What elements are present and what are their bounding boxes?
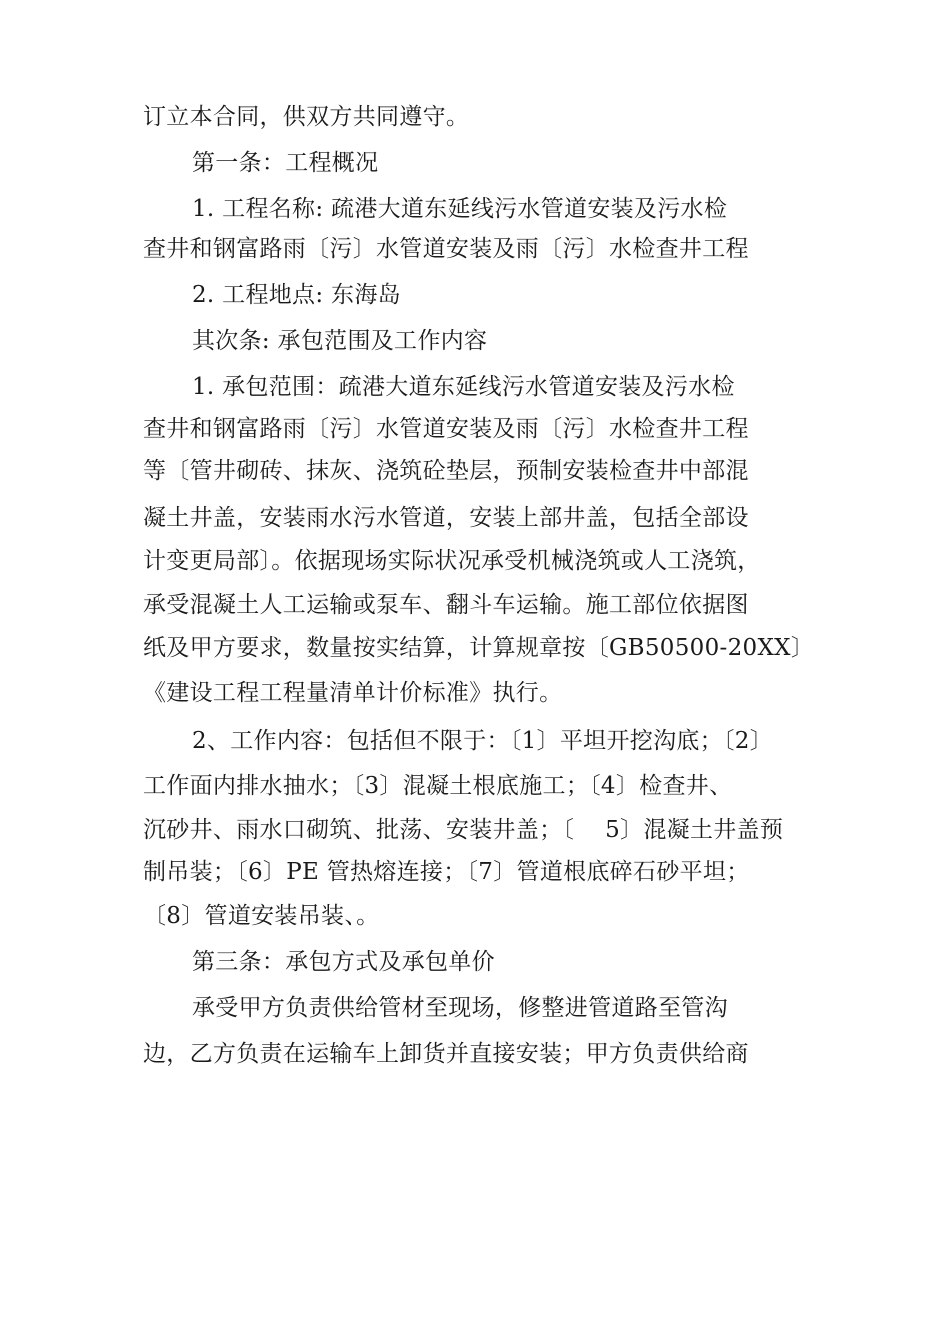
scope-line-1: 1. 承包范围：疏港大道东延线污水管道安装及污水检 [192,374,735,400]
scope-line-7: 纸及甲方要求，数量按实结算，计算规章按〔GB50500-20XX〕 [143,635,815,661]
work-content-line-2: 工作面内排水抽水；〔3〕混凝土根底施工；〔4〕检查井、 [143,773,733,799]
scope-line-2: 查井和钢富路雨〔污〕水管道安装及雨〔污〕水检查井工程 [143,416,749,442]
project-name-line-1: 1. 工程名称: 疏港大道东延线污水管道安装及污水检 [192,196,728,222]
scope-line-3: 等〔管井砌砖、抹灰、浇筑砼垫层，预制安装检查井中部混 [143,458,749,484]
work-content-line-1: 2、工作内容：包括但不限于：〔1〕平坦开挖沟底；〔2〕 [192,728,773,754]
project-location-line: 2. 工程地点: 东海岛 [192,282,401,308]
scope-line-6: 承受混凝土人工运输或泵车、翻斗车运输。施工部位依据图 [143,592,749,618]
article-3-heading: 第三条：承包方式及承包单价 [192,949,495,975]
work-content-line-4: 制吊装；〔6〕PE 管热熔连接；〔7〕管道根底碎石砂平坦； [143,859,750,885]
contract-method-line-2: 边，乙方负责在运输车上卸货并直接安装；甲方负责供给商 [143,1041,749,1067]
scope-line-5: 计变更局部〕。依据现场实际状况承受机械浇筑或人工浇筑， [143,548,761,574]
project-name-line-2: 查井和钢富路雨〔污〕水管道安装及雨〔污〕水检查井工程 [143,236,749,262]
contract-intro-line: 订立本合同，供双方共同遵守。 [143,104,470,130]
work-content-line-5: 〔8〕管道安装吊装、。 [143,903,380,929]
work-content-line-3: 沉砂井、雨水口砌筑、批荡、安装井盖；〔 5〕混凝土井盖预 [143,817,784,843]
article-1-heading: 第一条：工程概况 [192,150,379,176]
article-2-heading: 其次条: 承包范围及工作内容 [192,328,488,354]
scope-line-4: 凝土井盖，安装雨水污水管道，安装上部井盖，包括全部设 [143,505,749,531]
scope-line-8: 《建设工程工程量清单计价标准》执行。 [143,680,563,706]
contract-method-line-1: 承受甲方负责供给管材至现场，修整进管道路至管沟 [192,995,728,1021]
